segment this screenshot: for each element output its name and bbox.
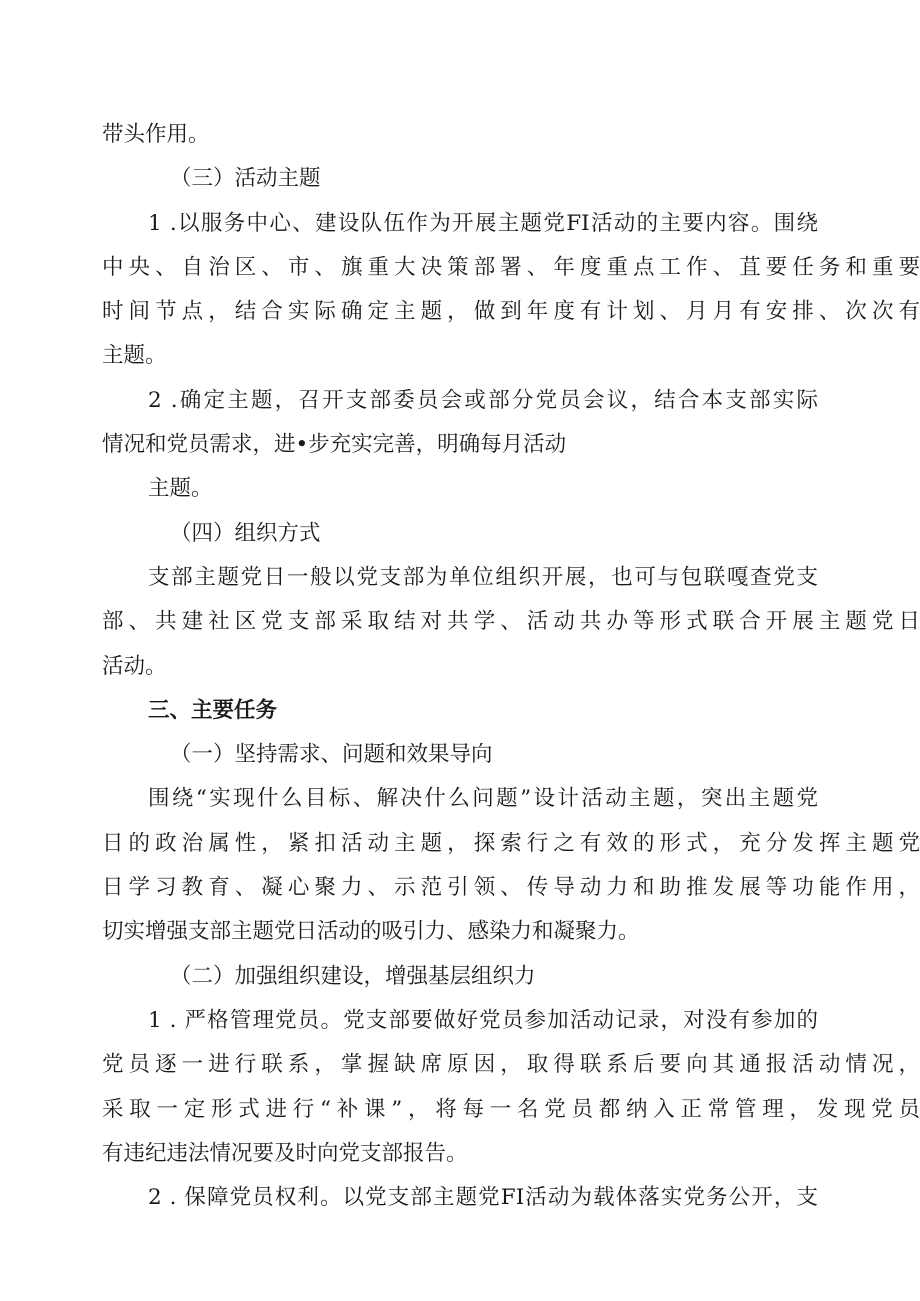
text-line-18: 日学习教育、凝心聚力、示范引领、传导动力和助推发展等功能作用， [102,875,920,901]
subheading-activity-theme: （三）活动主题 [170,166,321,192]
subheading-organization-building: （二）加强组织建设，增强基层组织力 [170,963,536,989]
text-line-25: 2 . 保障党员权利。以党支部主题党FI活动为载体落实党务公开，支 [148,1185,818,1211]
text-line-11: 支部主题党日一般以党支部为单位组织开展，也可与包联嘎查党支 [148,564,818,590]
section-heading-main-tasks: 三、主要任务 [148,697,278,723]
text-line-7: 2 .确定主题，召开支部委员会或部分党员会议，结合本支部实际 [148,387,818,413]
text-line-8: 情况和党员需求，进•步充实完善，明确每月活动 [102,432,567,458]
text-line-12: 部、共建社区党支部采取结对共学、活动共办等形式联合开展主题党日 [102,609,920,635]
text-line-22: 党员逐一进行联系，掌握缺席原因，取得联系后要向其通报活动情况， [102,1052,920,1078]
text-line-23: 采取一定形式进行“补课”，将每一名党员都纳入正常管理，发现党员 [102,1096,920,1122]
text-line-4: 中央、自治区、市、旗重大决策部署、年度重点工作、苴要任务和重要 [102,254,920,280]
text-line-24: 有违纪违法情况要及时向党支部报告。 [102,1140,468,1166]
text-line-3: 1 .以服务中心、建设队伍作为开展主题党FI活动的主要内容。围绕 [148,210,818,236]
text-line-6: 主题。 [102,343,167,369]
text-line-19: 切实增强支部主题党日活动的吸引力、感染力和凝聚力。 [102,919,640,945]
subheading-demand-orientation: （一）坚持需求、问题和效果导向 [170,742,493,768]
text-line-17: 日的政治属性，紧扣活动主题，探索行之有效的形式，充分发挥主题党 [102,830,920,856]
text-line-16: 围绕“实现什么目标、解决什么问题”设计活动主题，突出主题党 [148,786,818,812]
text-line-9: 主题。 [148,476,213,502]
text-line-1: 带头作用。 [102,122,210,147]
text-line-21: 1 . 严格管理党员。党支部要做好党员参加活动记录，对没有参加的 [148,1007,818,1033]
subheading-organization-method: （四）组织方式 [170,520,321,546]
text-line-5: 时间节点，结合实际确定主题，做到年度有计划、月月有安排、次次有 [102,299,920,325]
text-line-13: 活动。 [102,653,167,679]
